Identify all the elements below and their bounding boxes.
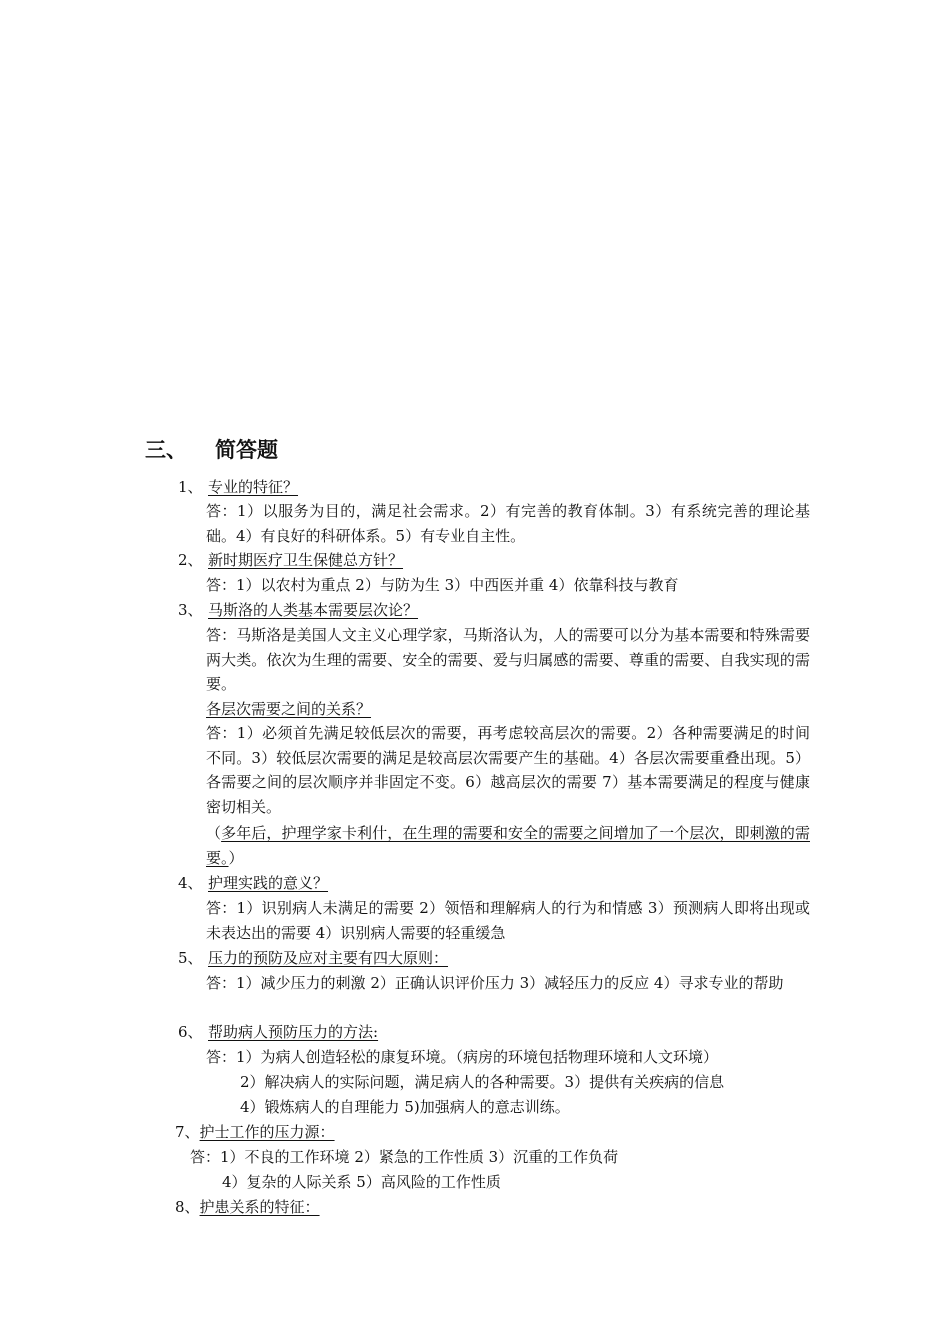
question-number: 2、 <box>178 551 203 569</box>
question-number: 3、 <box>178 601 203 619</box>
question-title: 压力的预防及应对主要有四大原则： <box>208 949 449 967</box>
answer-5: 答：1）减少压力的刺激 2）正确认识评价压力 3）减轻压力的反应 4）寻求专业的帮助 <box>206 974 784 992</box>
section-title: 简答题 <box>215 437 278 462</box>
note <box>206 821 810 870</box>
question-title: 专业的特征？ <box>208 478 299 496</box>
question-6 <box>178 1020 378 1045</box>
answer-2: 答：1）以农村为重点 2）与防为生 3）中西医并重 4）依靠科技与教育 <box>206 576 679 594</box>
question-2 <box>178 548 403 573</box>
sub-answer: 答：1）必须首先满足较低层次的需要，再考虑较高层次的需要。2）各种需要满足的时间不同。3）较低层次需要的满足是较高层次需要产生的基础。4）各层次需要重叠出现。5）各需要之间的层次顺序并非固定不变。6）越高层次的需要 7）基本需要满足的程度与健康密切相关。 <box>206 724 810 816</box>
question-number: 8、 <box>175 1198 200 1216</box>
question-title: 马斯洛的人类基本需要层次论？ <box>208 601 419 619</box>
question-number: 4、 <box>178 874 203 892</box>
note-close: ） <box>228 848 244 867</box>
question-number: 1、 <box>178 478 203 496</box>
question-number: 6、 <box>178 1023 203 1041</box>
sub-question-title: 各层次需要之间的关系？ <box>206 700 372 718</box>
question-title: 帮助病人预防压力的方法: <box>208 1023 379 1041</box>
answer-3: 答：马斯洛是美国人文主义心理学家，马斯洛认为，人的需要可以分为基本需要和特殊需要两大类。依次为生理的需要、安全的需要、爱与归属感的需要、尊重的需要、自我实现的需要。 <box>206 626 810 694</box>
section-heading <box>145 436 278 464</box>
question-1 <box>178 475 298 500</box>
answer-6-line-2: 2）解决病人的实际问题，满足病人的各种需要。3）提供有关疾病的信息 <box>240 1073 725 1091</box>
question-title: 新时期医疗卫生保健总方针？ <box>208 551 404 569</box>
answer-7-line-2: 4）复杂的人际关系 5）高风险的工作性质 <box>222 1173 501 1191</box>
question-7 <box>175 1120 335 1145</box>
question-title: 护患关系的特征： <box>199 1198 320 1216</box>
answer-4: 答：1）识别病人未满足的需要 2）领悟和理解病人的行为和情感 3）预测病人即将出现或未表达出的需要 4）识别病人需要的轻重缓急 <box>206 899 810 942</box>
section-number: 三、 <box>145 437 187 462</box>
question-number: 7、 <box>175 1123 200 1141</box>
question-5 <box>178 946 448 971</box>
question-4 <box>178 871 328 896</box>
question-number: 5、 <box>178 949 203 967</box>
answer-7-line-1: 答：1）不良的工作环境 2）紧急的工作性质 3）沉重的工作负荷 <box>190 1148 619 1166</box>
question-title: 护士工作的压力源： <box>199 1123 335 1141</box>
answer-6-line-3: 4）锻炼病人的自理能力 5)加强病人的意志训练。 <box>240 1098 570 1116</box>
answer-6-line-1: 答：1）为病人创造轻松的康复环境。（病房的环境包括物理环境和人文环境） <box>206 1048 719 1066</box>
question-title: 护理实践的意义？ <box>208 874 329 892</box>
question-8 <box>175 1195 320 1220</box>
note-text: 多年后，护理学家卡利什，在生理的需要和安全的需要之间增加了一个层次，即刺激的需要。 <box>206 824 810 867</box>
question-3 <box>178 598 418 623</box>
note-open: （ <box>206 824 222 842</box>
answer-1: 答：1）以服务为目的，满足社会需求。2）有完善的教育体制。3）有系统完善的理论基础。4）有良好的科研体系。5）有专业自主性。 <box>206 502 810 545</box>
